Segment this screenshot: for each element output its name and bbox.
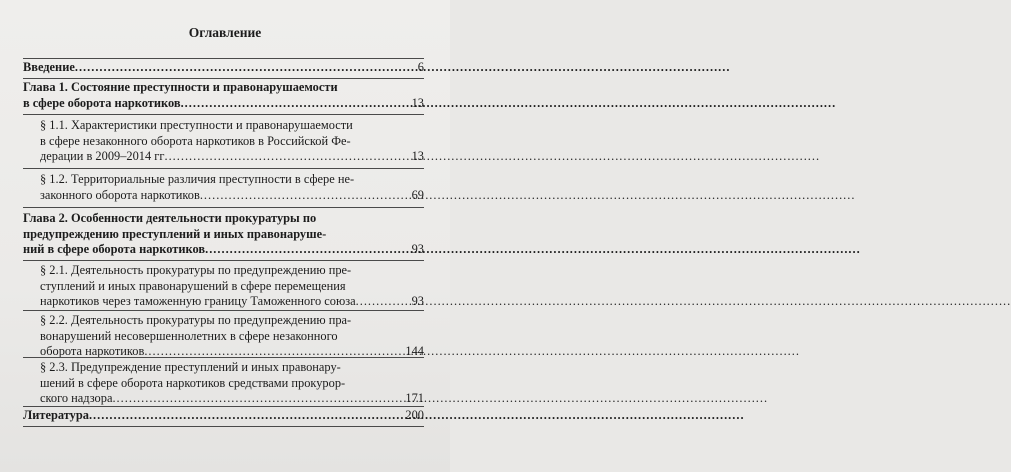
entry-line: в сфере незаконного оборота наркотиков в Российской Фе- <box>40 133 351 148</box>
entry-line: § 1.2. Территориальные различия преступности в сфере не- <box>40 172 355 186</box>
divider <box>23 78 424 79</box>
toc-entry-section-2-1 <box>23 263 424 310</box>
book-page <box>0 0 450 472</box>
toc-entry-chapter-2 <box>23 211 424 258</box>
page-number: 69 <box>411 187 424 202</box>
entry-line: § 2.3. Предупреждение преступлений и иных правонару- <box>40 360 341 374</box>
entry-line: § 2.1. Деятельность прокуратуры по предупреждению пре- <box>40 263 352 277</box>
entry-line: дерации в 2009–2014 гг <box>40 149 165 163</box>
page-number: 200 <box>405 408 424 422</box>
entry-line: ний в сфере оборота наркотиков <box>23 242 206 256</box>
divider <box>23 114 424 115</box>
page-number: 171 <box>405 391 424 405</box>
divider <box>23 207 424 208</box>
page-number: 93 <box>411 242 424 256</box>
page-number: 13 <box>411 149 424 163</box>
toc-entry-section-1-2 <box>23 172 424 203</box>
toc-title: Оглавление <box>188 25 262 40</box>
entry-line: законного оборота наркотиков <box>40 187 200 202</box>
toc-entry-section-2-2 <box>23 313 424 360</box>
toc-entry-intro <box>23 60 424 76</box>
entry-line: в сфере оборота наркотиков <box>23 95 181 110</box>
divider <box>23 357 424 358</box>
entry-line: Глава 1. Состояние преступности и правонарушаемости <box>23 80 338 94</box>
toc-entry-chapter-1 <box>23 80 424 111</box>
divider <box>23 260 424 261</box>
entry-line: § 1.1. Характеристики преступности и правонарушаемости <box>40 118 353 132</box>
entry-line: ского надзора <box>40 391 113 405</box>
page-number: 6 <box>417 60 424 74</box>
entry-line: предупреждению преступлений и иных правонаруше- <box>23 226 327 241</box>
page-number: 13 <box>411 95 424 110</box>
divider <box>23 426 424 427</box>
entry-line: оборота наркотиков <box>40 344 145 358</box>
entry-line: Литература <box>23 408 89 422</box>
entry-line: Введение <box>23 60 75 74</box>
toc-entry-section-1-1 <box>23 118 424 165</box>
entry-line: ступлений и иных правонарушений в сфере перемещения <box>40 278 346 293</box>
page-number: 93 <box>411 294 424 308</box>
page-number: 144 <box>405 344 424 358</box>
divider <box>23 168 424 169</box>
toc-entry-literature <box>23 408 424 424</box>
toc-entry-section-2-3 <box>23 360 424 407</box>
entry-line: § 2.2. Деятельность прокуратуры по предупреждению пра- <box>40 313 352 327</box>
divider <box>23 58 424 59</box>
divider <box>23 406 424 407</box>
entry-line: вонарушений несовершеннолетних в сфере незаконного <box>40 328 338 343</box>
divider <box>23 310 424 311</box>
entry-line: Глава 2. Особенности деятельности прокуратуры по <box>23 211 317 225</box>
entry-line: шений в сфере оборота наркотиков средствами прокурор- <box>40 375 346 390</box>
entry-line: наркотиков через таможенную границу Таможенного союза <box>40 294 356 308</box>
